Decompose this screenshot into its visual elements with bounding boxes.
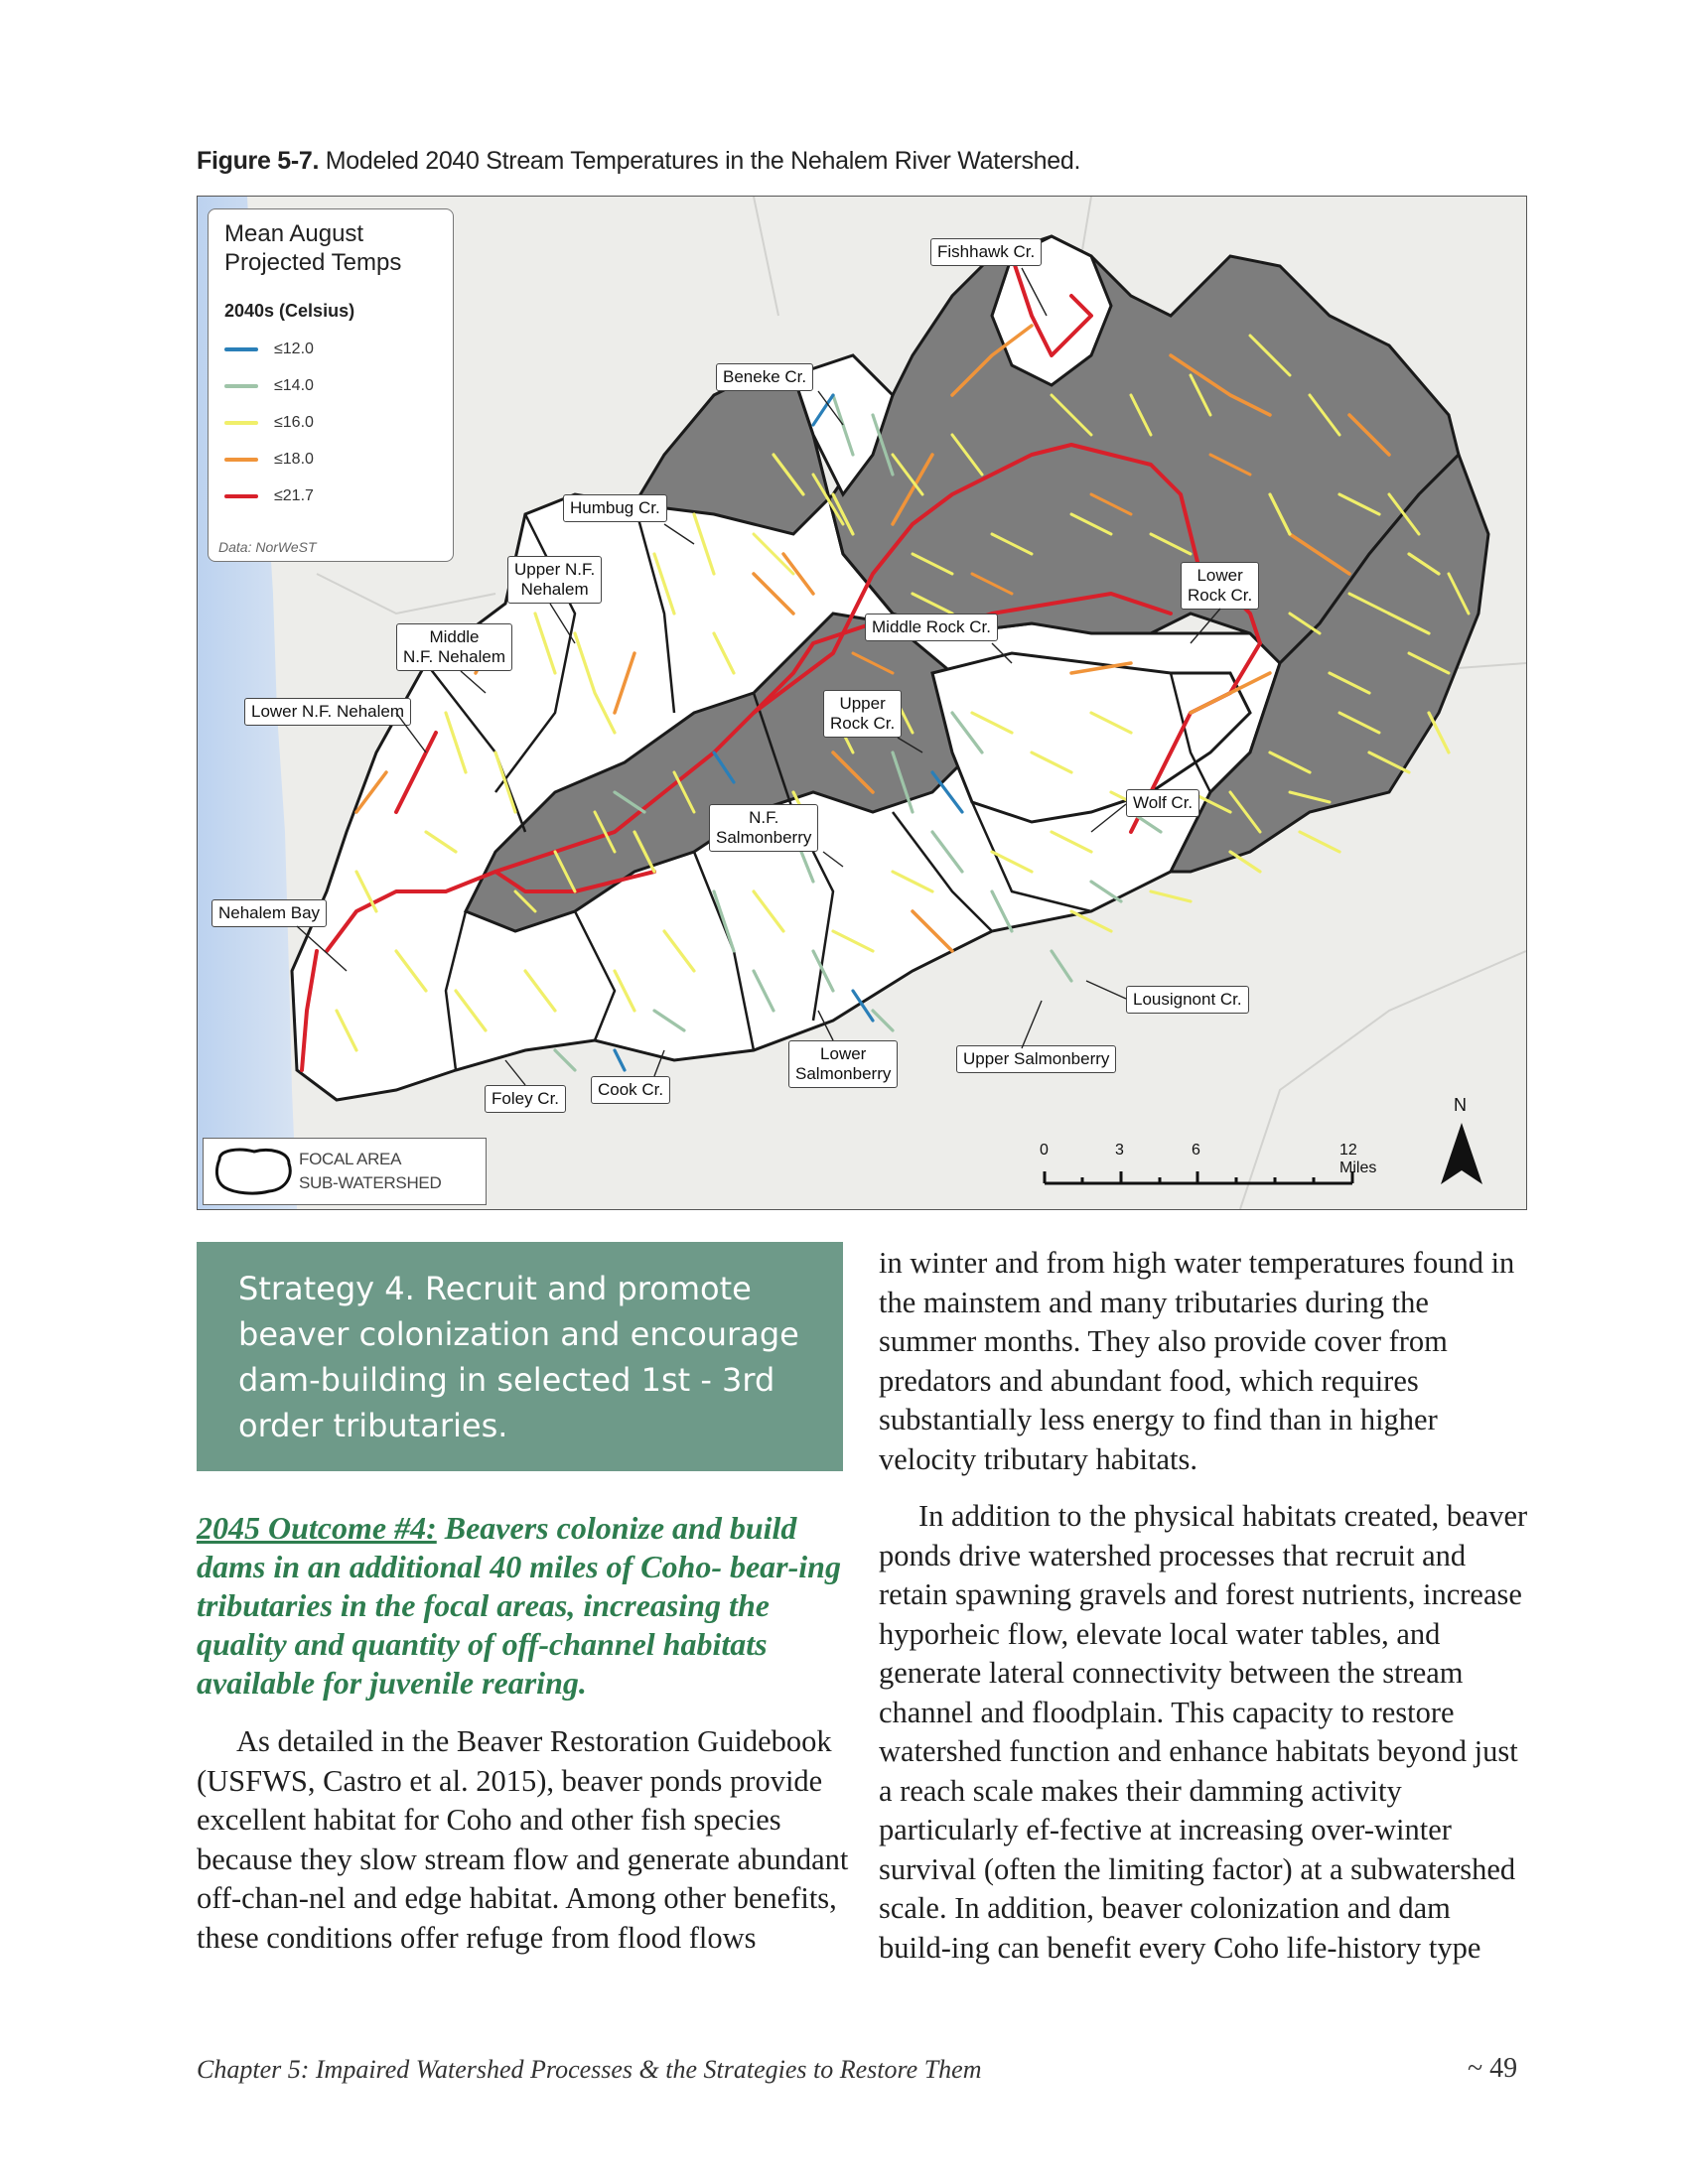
label-humbug-cr: Humbug Cr. <box>563 494 667 522</box>
legend-swatch-5 <box>224 494 258 498</box>
body-right-paragraph-1: in winter and from high water temperatures found in the mainstem and many tributaries during the summer months. They also provide cover from predators and abundant food, which requires substantially less energy to find than in higher velocity tributary habitats. <box>879 1246 1515 1476</box>
outcome-text: Beavers colonize and build dams in an additional 40 miles of Coho- bear-ing tributaries in the focal areas, increasing the quality and quantity of off-channel habitats available for juvenile rearing. <box>197 1510 841 1701</box>
north-label: N <box>1454 1095 1467 1115</box>
label-middle-rock-cr: Middle Rock Cr. <box>865 614 998 641</box>
legend-label-3: ≤16.0 <box>274 414 314 431</box>
label-beneke-cr: Beneke Cr. <box>716 363 813 391</box>
figure-caption <box>197 147 1080 176</box>
label-wolf-cr: Wolf Cr. <box>1126 789 1199 817</box>
focal-area-swatch <box>210 1142 299 1201</box>
label-upper-rock-cr <box>823 690 902 738</box>
legend-row-3 <box>224 412 314 434</box>
label-nf-salmonberry <box>709 804 818 852</box>
strategy-box <box>197 1242 843 1471</box>
focal-legend-line1: FOCAL AREA <box>299 1150 402 1168</box>
legend-label-1: ≤12.0 <box>274 341 314 357</box>
label-lower-nf-nehalem: Lower N.F. Nehalem <box>244 698 411 726</box>
north-arrow-icon <box>1437 1121 1486 1190</box>
watershed-map[interactable] <box>197 196 1527 1210</box>
scale-bar-graphic <box>1043 1163 1370 1191</box>
legend-title-line2: Projected Temps <box>224 249 402 276</box>
focal-legend-line2: SUB-WATERSHED <box>299 1173 442 1192</box>
footer-chapter: Chapter 5: Impaired Watershed Processes & the Strategies to Restore Them <box>197 2055 982 2084</box>
label-upper-rock-cr-line2: Rock Cr. <box>830 714 896 733</box>
label-lower-rock-cr-line1: Lower <box>1196 566 1243 585</box>
label-lower-rock-cr <box>1181 562 1259 610</box>
body-right-paragraph-2: In addition to the physical habitats created, beaver ponds drive watershed processes that recruit and retain spawning gravels and forest nutrients, increase hyporheic flow, elevate local water tables, and generate lateral connectivity between the stream channel and floodplain. This capacity to restore watershed function and enhance habitats beyond just a reach scale makes their damming activity particularly ef-fective at increasing over-winter survival (often the limiting factor) at a subwatershed scale. In addition, beaver colonization and dam build-ing can benefit every Coho life-history type <box>879 1499 1528 1965</box>
label-lower-rock-cr-line2: Rock Cr. <box>1188 586 1253 605</box>
legend-label-5: ≤21.7 <box>274 487 314 504</box>
body-left-column <box>197 1722 852 1958</box>
legend-subtitle: 2040s (Celsius) <box>224 301 355 321</box>
legend-title-line1: Mean August <box>224 220 364 247</box>
legend-label-4: ≤18.0 <box>274 451 314 468</box>
label-foley-cr: Foley Cr. <box>485 1085 566 1113</box>
scale-tick-6: 6 <box>1192 1142 1200 1159</box>
label-nehalem-bay: Nehalem Bay <box>211 899 327 927</box>
label-lousignont-cr: Lousignont Cr. <box>1126 986 1249 1014</box>
label-lower-salmonberry <box>788 1040 898 1088</box>
body-right-column <box>879 1244 1529 1968</box>
label-nf-salmonberry-line1: N.F. <box>749 808 779 827</box>
label-fishhawk-cr: Fishhawk Cr. <box>930 238 1042 266</box>
legend-row-5 <box>224 485 314 507</box>
legend-row-4 <box>224 449 314 471</box>
label-upper-rock-cr-line1: Upper <box>839 694 886 713</box>
north-arrow <box>1437 1095 1486 1194</box>
label-middle-nf-nehalem-line1: Middle <box>429 627 480 646</box>
outcome-lead: 2045 Outcome #4: <box>197 1510 437 1546</box>
legend-data-source: Data: NorWeST <box>218 539 317 555</box>
legend-row-1 <box>224 339 314 360</box>
label-upper-nf-nehalem <box>507 556 602 604</box>
scale-tick-12: 12 Miles <box>1339 1142 1377 1176</box>
legend-row-2 <box>224 375 314 397</box>
label-cook-cr: Cook Cr. <box>591 1076 670 1104</box>
label-upper-nf-nehalem-line2: Nehalem <box>520 580 589 599</box>
strategy-text: Strategy 4. Recruit and promote beaver colonization and encourage dam-building in selected 1st - 3rd order tributaries. <box>238 1270 799 1444</box>
legend-swatch-4 <box>224 458 258 462</box>
label-nf-salmonberry-line2: Salmonberry <box>716 828 812 847</box>
figure-number: Figure 5-7. <box>197 147 320 175</box>
label-upper-salmonberry: Upper Salmonberry <box>956 1045 1116 1073</box>
label-middle-nf-nehalem <box>396 623 512 671</box>
legend-label-2: ≤14.0 <box>274 377 314 394</box>
label-lower-salmonberry-line1: Lower <box>820 1044 867 1063</box>
focal-area-legend <box>203 1138 487 1205</box>
figure-caption-text: Modeled 2040 Stream Temperatures in the Nehalem River Watershed. <box>325 147 1081 175</box>
label-upper-nf-nehalem-line1: Upper N.F. <box>514 560 596 579</box>
label-lower-salmonberry-line2: Salmonberry <box>795 1064 892 1083</box>
scale-tick-3: 3 <box>1115 1142 1124 1159</box>
scale-bar <box>1040 1142 1377 1191</box>
outcome-statement <box>197 1509 852 1703</box>
legend-swatch-1 <box>224 347 258 351</box>
map-legend <box>208 208 454 562</box>
scale-tick-0: 0 <box>1040 1142 1049 1159</box>
legend-swatch-2 <box>224 384 258 388</box>
focal-area-text <box>299 1148 441 1195</box>
label-middle-nf-nehalem-line2: N.F. Nehalem <box>403 647 505 666</box>
footer-page-number: ~ 49 <box>1468 2053 1518 2084</box>
body-left-paragraph: As detailed in the Beaver Restoration Guidebook (USFWS, Castro et al. 2015), beaver ponds provide excellent habitat for Coho and other fish species because they slow stream flow and generate abundant off-chan-nel and edge habitat. Among other benefits, these conditions offer refuge from flood flows <box>197 1724 849 1955</box>
legend-title <box>224 219 443 277</box>
legend-swatch-3 <box>224 421 258 425</box>
